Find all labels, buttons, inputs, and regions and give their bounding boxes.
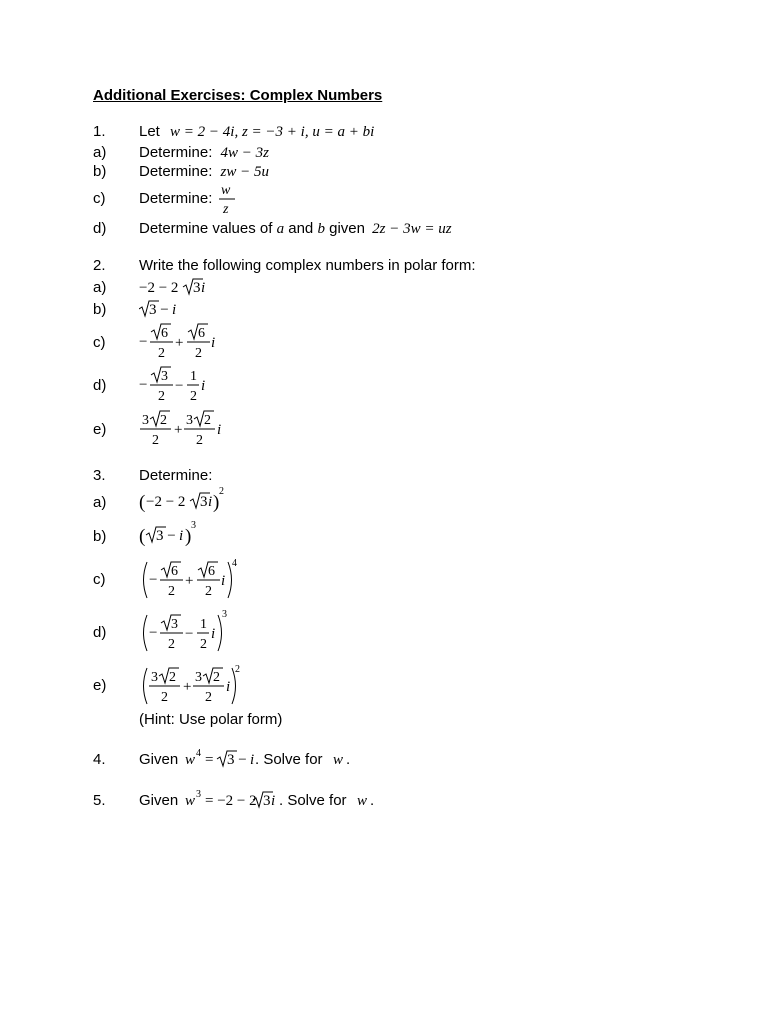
part-label: a) (93, 494, 107, 511)
part-math (139, 323, 229, 363)
svg-text:6: 6 (208, 564, 215, 579)
svg-text:+: + (175, 335, 184, 351)
var-b: b (317, 221, 325, 237)
svg-text:2: 2 (204, 413, 211, 428)
question-number: 3. (93, 467, 106, 484)
question-1c (0, 183, 768, 217)
svg-text:3: 3 (171, 617, 178, 632)
svg-text:+: + (174, 422, 183, 438)
svg-text:3: 3 (151, 670, 158, 685)
svg-text:4: 4 (232, 558, 237, 569)
question-4 (0, 750, 768, 770)
question-5 (0, 791, 768, 811)
svg-text:−: − (139, 377, 148, 393)
part-math (139, 485, 239, 517)
question-lead: Write the following complex numbers in polar form: (139, 257, 476, 274)
question-math (185, 747, 265, 771)
svg-text:(: ( (139, 526, 146, 547)
svg-text:2: 2 (205, 690, 212, 705)
part-label: a) (93, 144, 107, 161)
question-2b (0, 300, 768, 320)
svg-text:+: + (183, 679, 192, 695)
part-math (139, 519, 219, 551)
svg-text:−: − (149, 625, 158, 641)
svg-text:i: i (208, 494, 213, 510)
svg-text:3: 3 (142, 413, 149, 428)
svg-text:2: 2 (195, 346, 202, 361)
part-math (218, 183, 240, 217)
svg-text:2: 2 (213, 670, 220, 685)
svg-text:−: − (175, 378, 184, 394)
question-math (185, 788, 285, 812)
svg-text:−2 − 2: −2 − 2 (139, 280, 179, 296)
question-number: 2. (93, 257, 106, 274)
part-math (139, 554, 249, 604)
svg-text:i: i (201, 378, 206, 394)
question-tail: . Solve for (255, 751, 323, 768)
svg-text:2: 2 (160, 413, 167, 428)
part-label: e) (93, 677, 107, 694)
svg-text:6: 6 (161, 326, 168, 341)
question-number: 1. (93, 123, 106, 140)
svg-text:i: i (211, 626, 216, 642)
svg-text:i: i (250, 752, 255, 768)
svg-text:i: i (221, 573, 226, 589)
part-body (139, 219, 452, 239)
svg-text:3: 3 (195, 670, 202, 685)
question-2d (0, 369, 768, 404)
part-label: a) (93, 279, 107, 296)
part-label: d) (93, 624, 107, 641)
svg-text:2: 2 (169, 670, 176, 685)
hint-text: (Hint: Use polar form) (139, 711, 283, 728)
question-3-hint (0, 710, 768, 730)
question-3e (0, 664, 768, 705)
part-label: e) (93, 421, 107, 438)
question-2e (0, 413, 768, 448)
part-math (139, 298, 199, 322)
svg-text:3: 3 (263, 793, 271, 809)
svg-text:−: − (185, 626, 194, 642)
svg-text:3: 3 (222, 609, 227, 620)
svg-text:3: 3 (193, 280, 201, 296)
svg-text:−2 − 2: −2 − 2 (146, 494, 186, 510)
question-2c (0, 326, 768, 361)
svg-text:= −2 − 2: = −2 − 2 (205, 793, 257, 809)
question-1a (0, 143, 768, 163)
svg-text:1: 1 (190, 369, 197, 384)
svg-text:1: 1 (200, 617, 207, 632)
part-label: d) (93, 377, 107, 394)
part-math (139, 276, 219, 300)
page-title: Additional Exercises: Complex Numbers (93, 87, 383, 104)
part-math: zw − 5u (220, 164, 269, 180)
question-3b (0, 520, 768, 547)
svg-text:2: 2 (161, 690, 168, 705)
question-1b (0, 162, 768, 182)
svg-text:i: i (271, 793, 276, 809)
question-number: 5. (93, 792, 106, 809)
svg-text:−: − (139, 334, 148, 350)
svg-text:−: − (149, 572, 158, 588)
svg-text:2: 2 (219, 486, 224, 497)
svg-text:2: 2 (200, 637, 207, 652)
question-2 (0, 256, 768, 276)
svg-text:2: 2 (205, 584, 212, 599)
part-math: 2z − 3w = uz (372, 221, 452, 237)
part-label: d) (93, 220, 107, 237)
question-1d (0, 219, 768, 239)
svg-text:=: = (205, 752, 214, 768)
question-lead (139, 122, 374, 142)
svg-text:i: i (217, 422, 222, 438)
svg-text:): ) (185, 526, 192, 547)
part-math (139, 366, 229, 406)
svg-text:4: 4 (196, 748, 201, 759)
part-math (139, 410, 229, 450)
svg-text:3 −: 3 − (149, 302, 169, 318)
part-math: 4w − 3z (220, 145, 269, 161)
svg-text:3: 3 (200, 494, 208, 510)
svg-text:3 −: 3 − (227, 752, 247, 768)
question-lead: Determine: (139, 467, 213, 484)
var-a: a (276, 221, 285, 237)
part-label: c) (93, 571, 106, 588)
svg-text:(: ( (139, 492, 146, 513)
part-body (139, 162, 269, 182)
part-text: Determine values of (139, 220, 273, 237)
svg-text:z: z (223, 202, 229, 217)
question-3a (0, 486, 768, 513)
svg-text:2: 2 (168, 637, 175, 652)
svg-text:+: + (185, 573, 194, 589)
svg-text:6: 6 (171, 564, 178, 579)
question-3d (0, 609, 768, 652)
question-var: w (357, 793, 368, 809)
part-label: c) (93, 190, 106, 207)
part-label: c) (93, 334, 106, 351)
svg-text:w: w (185, 793, 196, 809)
svg-text:3: 3 (186, 413, 193, 428)
question-end: . (370, 792, 375, 809)
svg-text:w: w (185, 752, 196, 768)
question-1 (0, 122, 768, 142)
part-label: b) (93, 301, 107, 318)
part-text: Determine: (139, 190, 213, 207)
svg-text:2: 2 (158, 389, 165, 404)
part-body (139, 143, 269, 163)
question-tail: . Solve for (279, 792, 347, 809)
word-and: and (288, 220, 314, 237)
svg-text:): ) (213, 492, 220, 513)
question-number: 4. (93, 751, 106, 768)
svg-text:i: i (172, 302, 177, 318)
svg-text:2: 2 (152, 433, 159, 448)
question-lead: Given (139, 792, 179, 809)
part-text: Determine: (139, 144, 213, 161)
svg-text:w: w (221, 183, 231, 198)
svg-text:3 −: 3 − (156, 528, 176, 544)
svg-text:2: 2 (235, 664, 240, 675)
svg-text:i: i (179, 528, 184, 544)
svg-text:i: i (211, 335, 216, 351)
question-3 (0, 466, 768, 486)
question-lead: Given (139, 751, 179, 768)
question-end: . (346, 751, 351, 768)
part-math (139, 660, 249, 710)
svg-text:2: 2 (168, 584, 175, 599)
part-label: b) (93, 163, 107, 180)
question-3c (0, 558, 768, 599)
svg-text:i: i (201, 280, 206, 296)
svg-text:i: i (226, 679, 231, 695)
question-2a (0, 278, 768, 298)
svg-text:6: 6 (198, 326, 205, 341)
svg-text:2: 2 (190, 389, 197, 404)
svg-text:3: 3 (196, 789, 201, 800)
svg-text:2: 2 (196, 433, 203, 448)
question-lead-text: Let (139, 123, 160, 140)
question-lead-math: w = 2 − 4i, z = −3 + i, u = a + bi (170, 124, 375, 140)
question-var: w (333, 752, 344, 768)
word-given: given (329, 220, 365, 237)
part-text: Determine: (139, 163, 213, 180)
svg-text:3: 3 (191, 520, 196, 531)
part-math (139, 607, 239, 657)
svg-text:3: 3 (161, 369, 168, 384)
part-label: b) (93, 528, 107, 545)
svg-text:2: 2 (158, 346, 165, 361)
